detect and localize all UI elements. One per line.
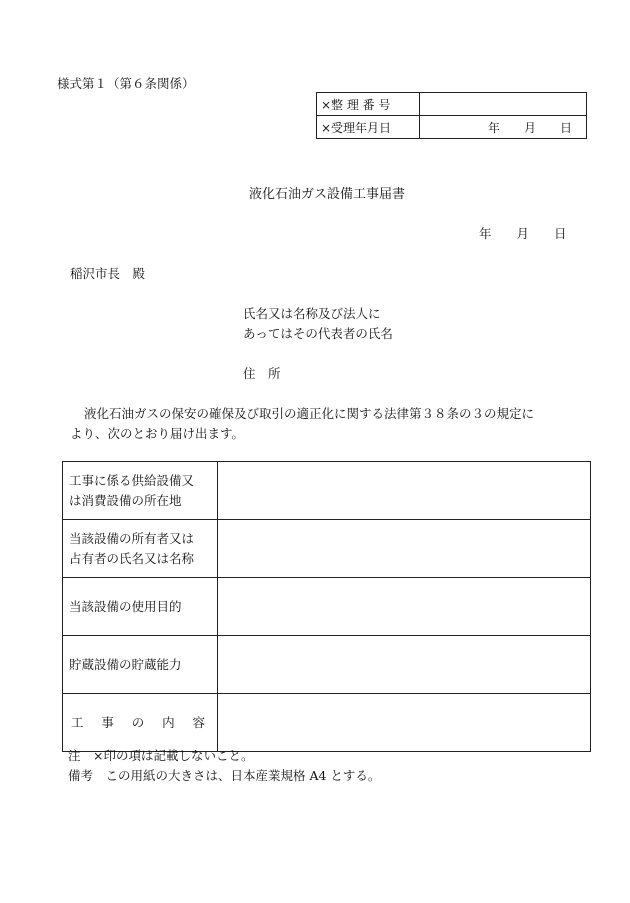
- table-row: [63, 636, 591, 694]
- row-label-line: は消費設備の所在地: [69, 492, 182, 508]
- table-row: [63, 578, 591, 636]
- row-value-owner[interactable]: [218, 520, 591, 578]
- applicant-name-label-line1: 氏名又は名称及び法人に: [243, 306, 381, 321]
- label-char: 内: [162, 714, 175, 730]
- applicant-name-label-line2: あってはその代表者の氏名: [243, 326, 393, 341]
- row-label-purpose: [63, 578, 218, 636]
- table-row: [63, 462, 591, 520]
- row-value-work-content[interactable]: [218, 694, 591, 752]
- row-label-capacity: [63, 636, 218, 694]
- row-value-capacity[interactable]: [218, 636, 591, 694]
- row-label-line: 当該設備の使用目的: [69, 598, 182, 614]
- label-char: 事: [101, 714, 114, 730]
- row-label-line: 工事に係る供給設備又: [69, 472, 195, 488]
- row-label-work-content: [63, 694, 218, 752]
- admin-value-receipt-date[interactable]: 年 月 日: [420, 116, 587, 139]
- row-label-owner: [63, 520, 218, 578]
- admin-label-reference-number: ×整 理 番 号: [317, 93, 420, 116]
- admin-value-reference-number[interactable]: [420, 93, 587, 116]
- body-text-line1: 液化石油ガスの保安の確保及び取引の適正化に関する法律第３８条の３の規定に: [84, 406, 535, 421]
- note-text: 注 ×印の項は記載しないこと。: [68, 748, 254, 763]
- table-row: [63, 520, 591, 578]
- label-char: 容: [192, 714, 205, 730]
- form-number: 様式第１（第６条関係）: [57, 76, 195, 91]
- remark-text: 備考 この用紙の大きさは、日本産業規格 A4 とする。: [68, 768, 381, 783]
- row-label-line: 貯蔵設備の貯蔵能力: [69, 656, 182, 672]
- document-title: 液化石油ガス設備工事届書: [249, 187, 406, 202]
- label-char: の: [131, 714, 145, 730]
- addressee: 稲沢市長 殿: [70, 266, 146, 281]
- row-label-spaced: [69, 713, 211, 733]
- admin-box: [316, 92, 587, 139]
- details-table: [62, 461, 591, 752]
- admin-row: [317, 116, 587, 139]
- row-label-location: [63, 462, 218, 520]
- label-char: 工: [71, 714, 84, 730]
- row-label-line: 占有者の氏名又は名称: [69, 550, 195, 566]
- row-value-location[interactable]: [218, 462, 591, 520]
- admin-label-receipt-date: ×受理年月日: [317, 116, 420, 139]
- body-text-line2: より、次のとおり届け出ます。: [70, 426, 245, 441]
- admin-row: [317, 93, 587, 116]
- row-label-line: 当該設備の所有者又は: [69, 530, 195, 546]
- submission-date: 年 月 日: [479, 226, 567, 241]
- row-value-purpose[interactable]: [218, 578, 591, 636]
- applicant-address-label: 住 所: [243, 366, 281, 381]
- table-row: [63, 694, 591, 752]
